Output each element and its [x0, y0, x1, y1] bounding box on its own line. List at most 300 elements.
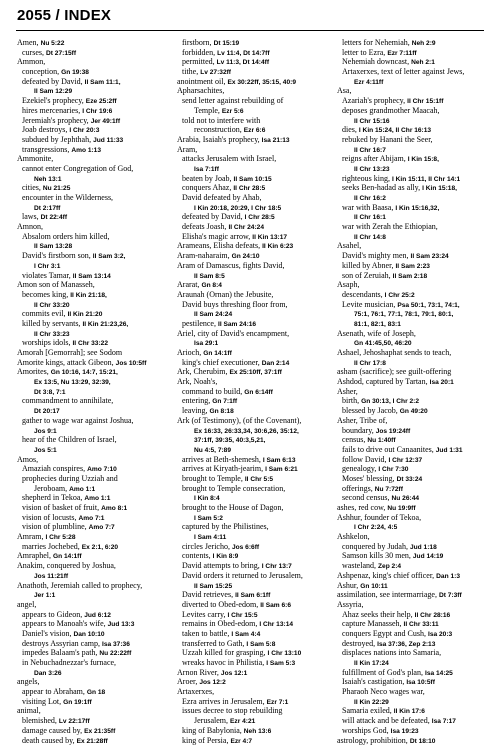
scripture-reference: Neh 13:1	[34, 175, 62, 183]
index-continuation	[177, 125, 327, 135]
entry-text: appears to Gideon,	[22, 609, 83, 619]
scripture-reference: 75:1, 76:1, 77:1, 78:1, 79:1, 80:1,	[354, 311, 454, 319]
index-continuation	[337, 358, 487, 368]
scripture-reference: Dan 2:14	[261, 359, 290, 367]
entry-text: cities,	[22, 183, 41, 193]
index-subentry	[17, 522, 167, 532]
entry-text: Asher, Tribe of,	[337, 415, 388, 425]
entry-text: beaten by Joab,	[182, 173, 232, 183]
entry-text: contents,	[182, 551, 211, 561]
scripture-reference: I Chr 13:10	[267, 650, 302, 658]
scripture-reference: Dt 3:8, 7:1	[34, 388, 66, 396]
entry-text: send letter against rebuilding of	[182, 96, 284, 106]
scripture-reference: Jud 1:18	[409, 543, 437, 551]
index-entry	[177, 241, 327, 251]
index-subentry	[337, 464, 487, 474]
entry-text: Elisha's magic arrow,	[182, 231, 251, 241]
scripture-reference: II Chr 16:7	[354, 146, 386, 154]
scripture-reference: Nu 26:44	[391, 495, 420, 503]
entry-text: David retrieves,	[182, 590, 234, 600]
scripture-reference: II Sam 15:25	[194, 582, 233, 590]
scripture-reference: II Chr 33:22	[72, 340, 109, 348]
scripture-reference: Ex 30:22ff, 35:15, 40:9	[227, 78, 296, 86]
index-entry	[337, 348, 487, 358]
entry-text: conquers Ahaz,	[182, 183, 232, 193]
scripture-reference: Nu 21:25	[42, 185, 71, 193]
entry-text: Jeroboam,	[34, 483, 68, 493]
index-subentry	[337, 677, 487, 687]
entry-text: Asenath, wife of Joseph,	[337, 328, 416, 338]
index-continuation	[17, 261, 167, 271]
scripture-reference: I Kin 15:24, II Chr 16:13	[358, 127, 432, 135]
entry-text: Jeremiah's prophecy,	[22, 115, 89, 125]
index-subentry	[17, 183, 167, 193]
index-continuation	[337, 658, 487, 668]
entry-text: reconstruction,	[194, 125, 242, 135]
scripture-reference: Gn 41:45,50, 46:20	[354, 340, 412, 348]
scripture-reference: Amo 7:10	[87, 466, 117, 474]
index-entry	[177, 677, 327, 687]
entry-text: displaces nations into Samaria,	[342, 648, 442, 658]
index-continuation	[17, 668, 167, 678]
index-entry	[17, 154, 167, 164]
scripture-reference: I Chr 7:30	[378, 466, 409, 474]
entry-text: Ararat,	[177, 280, 200, 290]
scripture-reference: Isa 20:1	[429, 379, 454, 387]
entry-text: Ashdod, captured by Tartan,	[337, 377, 428, 387]
scripture-reference: Dan 10:10	[73, 630, 105, 638]
scripture-reference: Jos 10:5ff	[115, 359, 147, 367]
index-subentry	[337, 726, 487, 736]
scripture-reference: II Sam 13:14	[72, 272, 111, 280]
index-entry	[177, 77, 327, 87]
index-subentry	[337, 484, 487, 494]
index-entry	[17, 532, 167, 542]
scripture-reference: Jud 6:12	[84, 611, 111, 619]
index-subentry	[177, 600, 327, 610]
scripture-reference: Nu 5:22	[40, 40, 65, 47]
index-continuation	[177, 164, 327, 174]
scripture-reference: Lv 27:32ff	[200, 69, 232, 77]
index-subentry	[177, 96, 327, 106]
index-entry	[337, 329, 487, 339]
index-continuation	[177, 716, 327, 726]
index-continuation	[177, 338, 327, 348]
scripture-reference: Amo 1:13	[71, 146, 102, 154]
index-entry	[177, 377, 327, 387]
entry-text: astrology, prohibition,	[337, 735, 408, 745]
index-subentry	[337, 154, 487, 164]
entry-text: Ashhur, founder of Tekoa,	[337, 512, 422, 522]
scripture-reference: I Chr 13:7	[261, 563, 292, 571]
index-subentry	[17, 435, 167, 445]
scripture-reference: I Sam 4:4	[231, 630, 261, 638]
scripture-reference: Zep 2:4	[378, 563, 402, 571]
index-entry	[177, 348, 327, 358]
page-header	[16, 7, 484, 35]
index-subentry	[177, 48, 327, 58]
index-continuation	[177, 581, 327, 591]
index-continuation	[337, 338, 487, 348]
index-subentry	[17, 629, 167, 639]
scripture-reference: II Kin 6:23	[262, 243, 294, 251]
index-entry	[177, 668, 327, 678]
index-subentry	[177, 629, 327, 639]
scripture-reference: II Chr 17:8	[354, 359, 386, 367]
scripture-reference: Gn 49:20	[399, 408, 428, 416]
entry-text: Daniel's vision,	[22, 628, 72, 638]
index-subentry	[17, 77, 167, 87]
index-subentry	[177, 610, 327, 620]
index-entry	[337, 86, 487, 96]
scripture-reference: Gn 6:14ff	[244, 388, 273, 396]
entry-text: king of Babylonia,	[182, 725, 242, 735]
entry-text: Amram,	[17, 532, 44, 542]
index-entry	[17, 38, 167, 48]
scripture-reference: Neh 2:1	[411, 59, 435, 67]
scripture-reference: I Kin 8:4	[194, 495, 220, 503]
entry-text: commandment to annihilate,	[22, 396, 114, 406]
scripture-reference: Dt 27:15ff	[46, 49, 77, 57]
entry-text: issues decree to stop rebuilding	[182, 706, 283, 716]
entry-text: seeks Ben-hadad as ally,	[342, 183, 421, 193]
scripture-reference: Gn 10:16, 14:7, 15:21,	[50, 369, 118, 377]
index-subentry	[17, 48, 167, 58]
scripture-reference: Gn 7:1ff	[212, 398, 238, 406]
scripture-reference: I Chr 3:1	[34, 262, 61, 270]
index-continuation	[17, 377, 167, 387]
scripture-reference: I Chr 5:28	[45, 534, 76, 542]
scripture-reference: Amo 1:1	[84, 495, 111, 503]
index-entry	[337, 513, 487, 523]
entry-text: impedes Balaam's path,	[22, 648, 98, 658]
entry-text: gather to wage war against Joshua,	[22, 415, 134, 425]
scripture-reference: Neh 13:6	[243, 727, 272, 735]
entry-text: son of Zeruiah,	[342, 270, 391, 280]
scripture-reference: Jer 1:1	[34, 592, 56, 600]
scripture-reference: Ex 21:28ff	[76, 737, 108, 745]
index-subentry	[337, 251, 487, 261]
scripture-reference: I Sam 5:2	[194, 514, 223, 522]
scripture-reference: II Chr 33:11	[403, 621, 439, 629]
index-subentry	[17, 610, 167, 620]
entry-text: Araunah (Ornan) the Jebusite,	[177, 289, 274, 299]
entry-text: Anakim, conquered by Joshua,	[17, 561, 116, 571]
entry-text: brought to Temple consecration,	[182, 483, 286, 493]
index-continuation	[177, 493, 327, 503]
scripture-reference: Isa 37:36	[102, 640, 130, 648]
scripture-reference: II Chr 15:16	[354, 117, 390, 125]
entry-text: shepherd in Tekoa,	[22, 493, 83, 503]
scripture-reference: II Chr 33:23	[34, 330, 70, 338]
index-subentry	[177, 174, 327, 184]
scripture-reference: II Kin 21:20	[67, 311, 103, 319]
entry-text: Levite musician,	[342, 299, 396, 309]
scripture-reference: II Sam 13:28	[34, 243, 73, 251]
index-subentry	[177, 212, 327, 222]
index-entry	[17, 57, 167, 67]
scripture-reference: I Chr 28:5	[244, 214, 275, 222]
entry-text: permitted,	[182, 57, 215, 67]
scripture-reference: Dt 2:17ff	[34, 204, 61, 212]
entry-text: David defeated by Ahab,	[182, 193, 262, 202]
index-subentry	[17, 513, 167, 523]
index-entry	[17, 551, 167, 561]
index-continuation	[17, 300, 167, 310]
entry-text: Asahel,	[337, 241, 362, 251]
scripture-reference: I Kin 15:16,32,	[395, 204, 440, 212]
index-subentry	[17, 542, 167, 552]
entry-text: conquered by Judah,	[342, 541, 408, 551]
entry-text: dies,	[342, 125, 357, 135]
entry-text: circles Jericho,	[182, 541, 230, 551]
entry-text: laws,	[22, 212, 39, 222]
entry-text: follow David,	[342, 454, 387, 464]
entry-text: Amon son of Manasseh,	[17, 280, 95, 290]
scripture-reference: Isa 14:25	[424, 669, 453, 677]
index-entry	[17, 677, 167, 687]
index-entry	[17, 358, 167, 368]
index-subentry	[17, 212, 167, 222]
scripture-reference: I Sam 4:11	[194, 534, 227, 542]
entry-text: vision of plumbline,	[22, 522, 87, 532]
entry-text: Asaph,	[337, 280, 360, 290]
index-subentry	[17, 67, 167, 77]
entry-text: righteous king,	[342, 173, 390, 183]
index-subentry	[177, 455, 327, 465]
entry-text: animal,	[17, 706, 41, 716]
entry-text: cannot enter Congregation of God,	[22, 163, 134, 173]
entry-text: war with Baasa,	[342, 202, 394, 212]
index-subentry	[337, 610, 487, 620]
scripture-reference: I Kin 20:18, 20:29, I Chr 18:5	[194, 204, 282, 212]
entry-text: commits evil,	[22, 309, 66, 319]
index-subentry	[177, 222, 327, 232]
entry-text: David attempts to bring,	[182, 561, 260, 571]
scripture-reference: II Chr 33:20	[34, 301, 70, 309]
index-column-2	[177, 38, 327, 745]
entry-text: Asa,	[337, 86, 352, 96]
index-subentry	[177, 561, 327, 571]
index-continuation	[337, 522, 487, 532]
scripture-reference: Jud 1:31	[435, 446, 463, 454]
index-subentry	[177, 639, 327, 649]
index-subentry	[337, 38, 487, 48]
entry-text: violates Tamar,	[22, 270, 71, 280]
index-continuation	[17, 203, 167, 213]
scripture-reference: I Kin 15:18,	[422, 185, 457, 193]
scripture-reference: Ezr 4:21	[230, 718, 256, 726]
index-subentry	[337, 542, 487, 552]
index-subentry	[17, 145, 167, 155]
index-entry	[17, 348, 167, 358]
entry-text: brought to the House of Dagon,	[182, 503, 284, 512]
index-continuation	[17, 329, 167, 339]
scripture-reference: Nu 1:40ff	[367, 437, 396, 445]
index-continuation	[17, 387, 167, 397]
index-subentry	[177, 706, 327, 716]
entry-text: Arioch,	[177, 348, 202, 357]
index-continuation	[177, 445, 327, 455]
entry-text: Amorah [Gemorrah]; see Sodom	[17, 348, 123, 357]
index-subentry	[177, 619, 327, 629]
entry-text: conception,	[22, 67, 60, 77]
scripture-reference: Nu 4:5, 7:89	[194, 446, 232, 454]
index-entry	[17, 561, 167, 571]
entry-text: rebuked by Hanani the Seer,	[342, 134, 433, 144]
index-entry	[337, 367, 487, 377]
index-continuation	[17, 406, 167, 416]
entry-text: attacks Jerusalem with Israel,	[182, 154, 277, 164]
index-continuation	[17, 445, 167, 455]
index-subentry	[177, 571, 327, 581]
index-subentry	[177, 57, 327, 67]
entry-text: Aram of Damascus, fights David,	[177, 260, 285, 270]
scripture-reference: Gn 24:10	[231, 253, 260, 261]
entry-text: boundary,	[342, 425, 374, 435]
index-continuation	[17, 571, 167, 581]
index-subentry	[177, 183, 327, 193]
index-subentry	[337, 474, 487, 484]
entry-text: leaving,	[182, 406, 208, 416]
entry-text: birth,	[342, 396, 360, 406]
index-subentry	[337, 222, 487, 232]
index-subentry	[337, 300, 487, 310]
entry-text: defeats Joash,	[182, 222, 227, 232]
entry-text: tithe,	[182, 67, 199, 77]
index-subentry	[337, 561, 487, 571]
entry-text: hires mercenaries,	[22, 105, 81, 115]
index-subentry	[337, 96, 487, 106]
scripture-reference: 81:1, 82:1, 83:1	[354, 320, 401, 328]
index-subentry	[337, 629, 487, 639]
scripture-reference: Ex 2:1, 6:20	[81, 543, 119, 551]
entry-text: anointment oil,	[177, 76, 226, 86]
index-subentry	[17, 474, 167, 484]
entry-text: becomes king,	[22, 289, 69, 299]
entry-text: Artaxerxes,	[177, 687, 215, 697]
scripture-reference: II Chr 16:1	[354, 214, 386, 222]
scripture-reference: Gn 10:11	[360, 582, 388, 590]
index-subentry	[177, 522, 327, 532]
entry-text: Assyria,	[337, 599, 364, 609]
scripture-reference: I Chr 20:3	[69, 127, 100, 135]
scripture-reference: Nu 22:22ff	[99, 650, 132, 658]
index-entry	[177, 135, 327, 145]
scripture-reference: Lv 22:17ff	[58, 718, 90, 726]
scripture-reference: II Sam 6:6	[260, 601, 291, 609]
index-continuation	[337, 164, 487, 174]
scripture-reference: Gn 19:38	[61, 69, 89, 77]
scripture-reference: Gn 14:1ff	[53, 553, 82, 561]
index-subentry	[17, 106, 167, 116]
entry-text: Arnon River,	[177, 667, 219, 677]
index-subentry	[337, 493, 487, 503]
index-subentry	[177, 590, 327, 600]
scripture-reference: Isa 21:13	[261, 136, 290, 144]
entry-text: assimilation, see intermarriage,	[337, 590, 437, 600]
scripture-reference: Dan 1:3	[436, 572, 460, 580]
scripture-reference: Gn 19:1ff	[63, 698, 92, 706]
index-subentry	[177, 319, 327, 329]
scripture-reference: Gn 18	[86, 689, 106, 697]
scripture-reference: Ex 13:5, Nu 13:29, 32:39,	[34, 379, 111, 387]
scripture-reference: Gn 8:4	[201, 282, 222, 290]
entry-text: captured by the Philistines,	[182, 522, 269, 532]
entry-text: forbidden,	[182, 47, 216, 57]
index-entry	[17, 581, 167, 591]
scripture-reference: Jos 12:2	[199, 679, 226, 687]
entry-text: subdued by Jephthah,	[22, 134, 92, 144]
index-subentry	[177, 116, 327, 126]
scripture-reference: Amo 8:1	[101, 505, 128, 512]
index-entry	[17, 280, 167, 290]
scripture-reference: Jer 49:1ff	[90, 117, 121, 125]
index-continuation	[337, 212, 487, 222]
index-subentry	[17, 503, 167, 513]
index-subentry	[337, 668, 487, 678]
index-subentry	[177, 474, 327, 484]
scripture-reference: Ex 25:10ff, 37:1ff	[229, 369, 282, 377]
entry-text: descendants,	[342, 289, 383, 299]
index-subentry	[337, 406, 487, 416]
index-continuation	[337, 116, 487, 126]
entry-text: Samson kills 30 men,	[342, 551, 411, 561]
scripture-reference: II Chr 14:8	[354, 233, 386, 241]
entry-text: pestilence,	[182, 318, 216, 328]
scripture-reference: II Sam 24:24	[194, 311, 233, 319]
index-subentry	[337, 261, 487, 271]
entry-text: genealogy,	[342, 464, 377, 474]
entry-text: Levites carry,	[182, 609, 226, 619]
entry-text: David buys threshing floor from,	[182, 299, 288, 309]
entry-text: diverted to Obed-edom,	[182, 599, 259, 609]
entry-text: reigns after Abijam,	[342, 154, 406, 164]
index-subentry	[17, 125, 167, 135]
index-entry	[337, 590, 487, 600]
scripture-reference: II Chr 28:16	[414, 611, 451, 619]
entry-text: second census,	[342, 493, 390, 503]
scripture-reference: Dt 18:10	[409, 737, 436, 745]
index-subentry	[177, 358, 327, 368]
scripture-reference: Jos 9:1	[34, 427, 57, 435]
index-subentry	[337, 174, 487, 184]
scripture-reference: II Kin 17:6	[393, 708, 425, 716]
entry-text: vision of locusts,	[22, 512, 77, 522]
scripture-reference: II Sam 8:5	[194, 272, 225, 280]
index-subentry	[337, 48, 487, 58]
scripture-reference: II Kin 21:18,	[70, 291, 107, 299]
index-subentry	[177, 658, 327, 668]
entry-text: told not to interfere with	[182, 115, 261, 125]
entry-text: remains in Obed-edom,	[182, 619, 258, 629]
index-entry	[177, 145, 327, 155]
index-entry	[337, 532, 487, 542]
scripture-reference: 37:1ff, 39:35, 40:3,5,21,	[194, 437, 266, 445]
index-continuation	[177, 309, 327, 319]
index-subentry	[17, 338, 167, 348]
scripture-reference: I Kin 8:9	[212, 553, 239, 561]
entry-text: marries Jochebed,	[22, 541, 80, 551]
entry-text: Azariah's prophecy,	[342, 96, 406, 106]
index-subentry	[17, 116, 167, 126]
entry-text: entering,	[182, 396, 211, 406]
entry-text: Amos,	[17, 454, 39, 464]
scripture-reference: Isa 7:17	[431, 718, 456, 726]
index-entry	[17, 367, 167, 377]
index-columns	[17, 38, 487, 745]
entry-text: firstborn,	[182, 38, 212, 47]
